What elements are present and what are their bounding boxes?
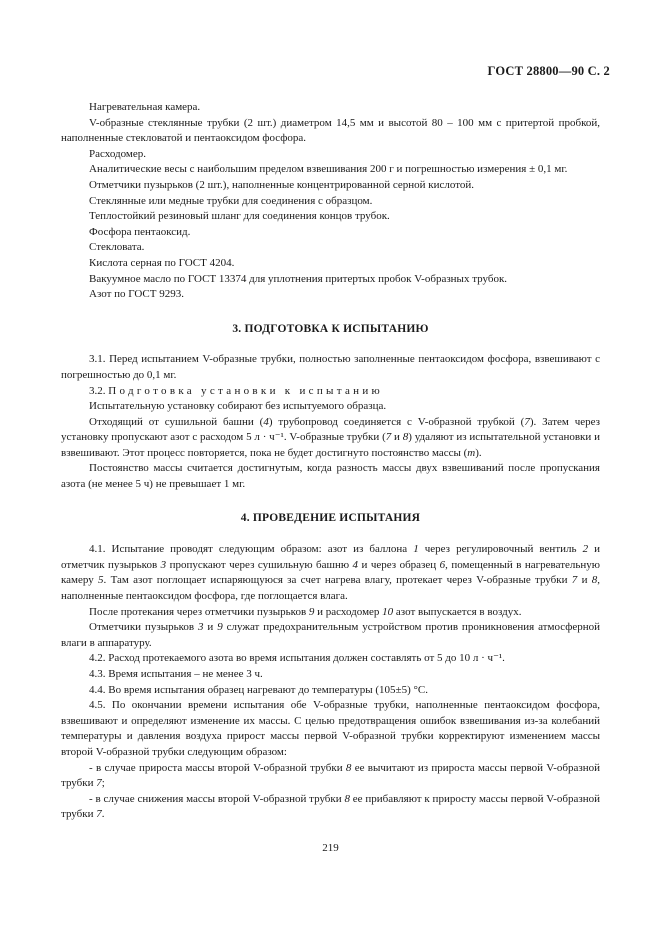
clause-number: 3.2. <box>89 384 106 397</box>
text-run: и <box>391 431 403 444</box>
ref-number: 3 <box>160 558 167 571</box>
bullet-decrease <box>61 792 600 823</box>
section-4-heading: 4. ПРОВЕДЕНИЕ ИСПЫТАНИЯ <box>240 511 421 524</box>
paragraph-4-2: 4.2. Расход протекаемого азота во время испытания должен составлять от 5 до 10 л · ч⁻¹. <box>89 652 505 665</box>
equipment-item: V-образные стеклянные трубки (2 шт.) диаметром 14,5 мм и высотой 80 – 100 мм с притертой пробкой, наполненные стекловатой и пентаоксидом фосфора. <box>61 116 600 145</box>
clause-title-spaced: Подготовка установки к испытанию <box>108 384 384 397</box>
text-run: азот выпускается в воздух. <box>393 605 522 618</box>
ref-number: 5 <box>98 574 104 587</box>
bullet-increase <box>61 761 600 792</box>
text-run: ) удаляют из испытательной установки и взвешивают. Этот процесс повторяется, пока не будет достигнуто постоянство массы ( <box>61 431 600 459</box>
ref-number: 7 <box>385 431 392 444</box>
ref-number: 7 <box>571 574 578 587</box>
document-body <box>61 100 600 823</box>
text-run: . Там азот поглощает испаряющуюся за счет нагрева влагу, протекает через V-образные трубки <box>103 574 572 587</box>
equipment-list <box>61 100 600 303</box>
equipment-item: Расходомер. <box>89 147 146 160</box>
ref-number: 4 <box>352 558 359 571</box>
paragraph-3-2-title <box>61 384 600 400</box>
ref-number: 4 <box>263 415 269 428</box>
ref-number: 10 <box>382 605 394 618</box>
text-run: ее прибавляют к приросту массы первой V-образной трубки <box>61 792 600 821</box>
text-run: через регулировочный вентиль <box>418 543 583 556</box>
ref-number: 6 <box>439 558 446 571</box>
equipment-item: Стеклянные или медные трубки для соединения с образцом. <box>89 194 373 207</box>
text-run: и расходомер <box>314 605 383 618</box>
text-run: и <box>577 574 592 587</box>
paragraph-3-2-b <box>61 415 600 462</box>
mass-symbol: m <box>467 446 476 459</box>
text-run: Отметчики пузырьков <box>89 621 198 634</box>
page-header: ГОСТ 28800—90 С. 2 <box>487 64 610 78</box>
equipment-item: Фосфора пентаоксид. <box>89 225 191 238</box>
equipment-item: Аналитические весы с наибольшим пределом взвешивания 200 г и погрешностью измерения ± 0,1 мг. <box>89 163 568 176</box>
ref-number: 1 <box>413 543 419 556</box>
text-run: , помещенный в нагревательную камеру <box>61 558 600 587</box>
equipment-item: Теплостойкий резиновый шланг для соединения концов трубок. <box>89 210 390 223</box>
paragraph-4-5: 4.5. По окончании времени испытания обе V-образные трубки, наполненные пентаоксидом фосфора, взвешивают и определяют изменение их массы. С целью предотвращения ошибок взвешивания из-за колебаний температуры и давления воздуха прирост массы первой V-образной трубки корректируют изменением массы второй V-образной трубки следующим образом: <box>61 699 600 758</box>
text-run: и <box>203 621 218 634</box>
text-run: ; <box>101 777 105 790</box>
ref-number: 9 <box>308 605 315 618</box>
ref-number: 7 <box>96 808 102 821</box>
text-run: ее вычитают из прироста массы первой V-образной трубки <box>61 761 600 790</box>
page-number: 219 <box>322 842 339 854</box>
paragraph-3-2-a: Испытательную установку собирают без испытуемого образца. <box>89 400 387 413</box>
equipment-item: Стекловата. <box>89 241 145 254</box>
text-run: , наполненные пентаоксидом фосфора, где поглощается влага. <box>61 574 600 603</box>
paragraph-4-4: 4.4. Во время испытания образец нагревают до температуры (105±5) °С. <box>89 683 428 696</box>
ref-number: 7 <box>524 415 530 428</box>
text-run: Отходящий от сушильной башни ( <box>89 415 264 428</box>
paragraph-3-2-c: Постоянство массы считается достигнутым, когда разность массы двух взвешиваний после пропускания азота (не менее 5 ч) не превышает 1 мг. <box>61 462 600 491</box>
ref-number: 8 <box>402 431 409 444</box>
text-run: пропускают через сушильную башню <box>166 558 353 571</box>
paragraph-4-1-3 <box>61 620 600 651</box>
text-run: и через образец <box>358 558 440 571</box>
equipment-item: Кислота серная по ГОСТ 4204. <box>89 256 235 269</box>
equipment-item: Отметчики пузырьков (2 шт.), наполненные концентрированной серной кислотой. <box>89 178 475 191</box>
paragraph-4-1 <box>61 542 600 604</box>
ref-number: 8 <box>345 761 352 774</box>
ref-number: 7 <box>96 777 102 790</box>
equipment-item: Нагревательная камера. <box>89 101 201 113</box>
text-run: . <box>101 808 105 821</box>
section-3-heading: 3. ПОДГОТОВКА К ИСПЫТАНИЮ <box>232 322 429 335</box>
text-run: - в случае снижения массы второй V-образной трубки <box>89 792 345 805</box>
text-run: ) трубопровод соединяется с V-образной трубкой ( <box>268 415 525 428</box>
paragraph-4-1-2 <box>61 605 600 621</box>
ref-number: 8 <box>344 792 350 805</box>
ref-number: 8 <box>591 574 598 587</box>
ref-number: 9 <box>217 621 223 634</box>
text-run: После протекания через отметчики пузырьков <box>89 605 309 618</box>
equipment-item: Вакуумное масло по ГОСТ 13374 для уплотнения притертых пробок V-образных трубок. <box>89 272 508 285</box>
equipment-item: Азот по ГОСТ 9293. <box>89 288 184 301</box>
text-run: ). Затем через установку пропускают азот с расходом 5 л · ч⁻¹. V-образные трубки ( <box>61 415 601 444</box>
text-run: служат предохранительным устройством против проникновения атмосферной влаги в аппаратуру. <box>61 621 601 649</box>
ref-number: 3 <box>198 621 204 634</box>
text-run: ). <box>475 446 482 459</box>
paragraph-4-3: 4.3. Время испытания – не менее 3 ч. <box>89 668 263 680</box>
text-run: - в случае прироста массы второй V-образной трубки <box>89 761 346 774</box>
text-run: 4.1. Испытание проводят следующим образом: азот из баллона <box>89 543 414 556</box>
ref-number: 2 <box>582 543 589 556</box>
text-run: и отметчик пузырьков <box>61 543 600 571</box>
paragraph-3-1: 3.1. Перед испытанием V-образные трубки, полностью заполненные пентаоксидом фосфора, взвешивают с погрешностью до 0,1 мг. <box>61 353 600 381</box>
